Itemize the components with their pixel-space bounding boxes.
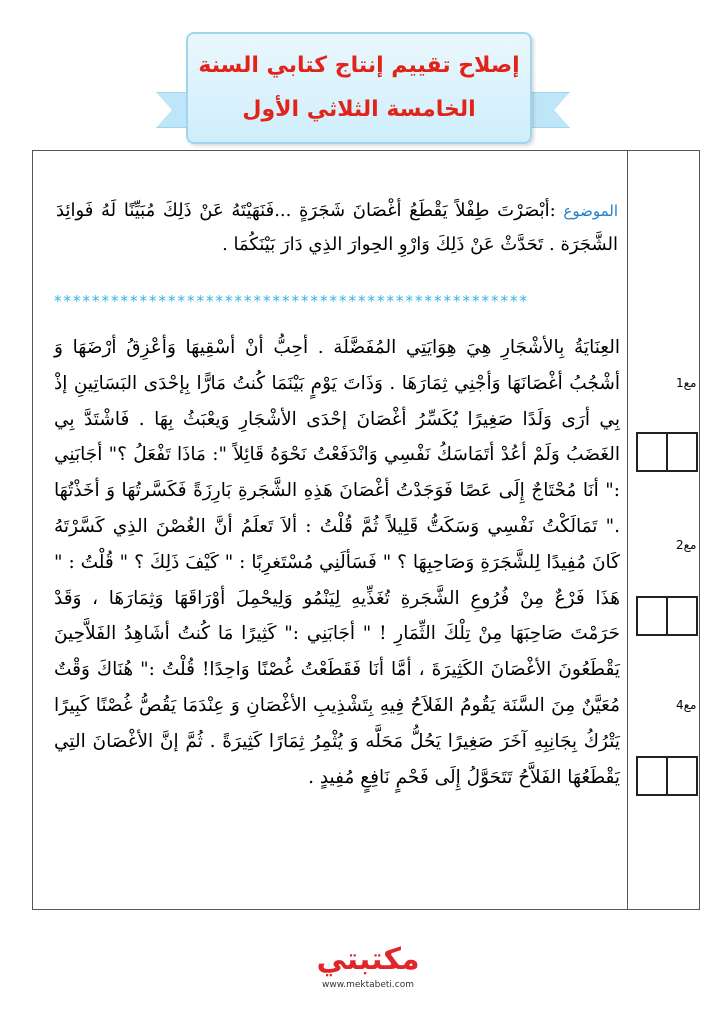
- subject-label: الموضوع: [563, 202, 618, 220]
- score-cell: [666, 434, 696, 470]
- score-cell: [666, 598, 696, 634]
- essay-text: العِنَايَةُ بِالأشْجَارِ هِيَ هِوَايَتِي المُفَضَّلَة . أحِبُّ أنْ أسْقِيهَا وَأعْزِقُ أرْضَهَا وَ أشْجُبُ أغْصَانَهَا وَأجْنِي ثِمَارَهَا . وَذَاتَ يَوْمٍ بَيْنَمَا كُنتُ مَارًّا بِإحْدَى البَسَاتِينِ إذْ بِي أرَى وَلَدًا صَغِيرًا يُكَسِّرُ أغْصَانَ إحْدَى الأشْجَارِ وَيعْبَثُ بِهَا . فَاشْتَدَّ بِي الغَضَبُ وَلَمْ أعُدْ أتَمَاسَكُ نَفْسِي وَانْدَفَعْتُ نَحْوَهُ قَائِلاً ": مَاذَا تَفْعَلُ ؟" أجَابَنِي :" أنَا مُحْتَاجٌ إِلَى عَصًا فَوَجَدْتُ أغْصَانَ هَذِهِ الشَّجَرةِ بَارِزَةً فَكَسَّرتُهَا وَ أخَذْتُهَا ." تَمَالَكْتُ نَفْسِي وَسَكَتُّ قَلِيلاً ثُمَّ قُلْتُ : ألاَ تَعلَمُ أنَّ الغُصْنَ الذِي كَسَّرْتَهُ كَانَ مُفِيدًا لِلشَّجَرَةِ وَصَاحِبِهَا ؟ " فَسَألَنِي مُسْتَغرِبًا : " كَيْفَ ذَلِكَ ؟ " قُلْتُ : " هَذَا فَرْعٌ مِنْ فُرُوعِ الشَّجَرةِ تُغَذِّيهِ لِيَنْمُو وَلِيحْمِلَ أوْرَاقَهَا وَثِمَارَهَا ، وَقَدْ حَرَمْتَ صَاحِبَهَا مِنْ تِلْكَ الثِّمَارِ ! " أجَابَنِي :" كَثِيرًا مَا كُنتُ أشَاهِدُ الفَلاَّحِينَ يَقْطَعُونَ الأغْصَانَ الكَثِيرَةَ ، أمَّا أنَا فَقَطَعْتُ غُصْنًا وَاحِدًا! قُلْتُ :" هُنَاكَ وَقْتٌ مُعَيَّنٌ مِنَ السَّنَة يَقُومُ الفَلاَحُ فِيهِ بِتَشْذِيبِ الأغْصَانِ وَ عِنْدَمَا يَقُصُّ غُصْنًا كَبِيرًا يَتْرُكُ بِجَانِبِهِ آخَرَ صَغِيرًا يَحُلُّ مَحَلَّه وَ يُثْمِرُ ثِمَارًا كَثِيرَةً . ثُمَّ إنَّ الأغْصَانَ التِي يَقْطَعُهَا الفَلاَّحُ تَتَحَوَّلُ إِلَى فَحْمٍ نَافِعٍ مُفِيدٍ .: [54, 337, 620, 788]
- logo-text: مكتبتي: [316, 942, 420, 977]
- grading-margin-line: [627, 150, 628, 910]
- logo-url: www.mektabeti.com: [321, 980, 415, 990]
- score-box-2: [636, 596, 698, 636]
- subject-block: [56, 194, 618, 262]
- subject-text: :أبْصَرْتَ طِفْلاً يَقْطَعُ أغْصَانَ شَجَرَةٍ ...فَنَهَيْتَهُ عَنْ ذَلِكَ مُبَيِّنًا لَهُ فَوائِدَ الشَّجَرَة . تَحَدَّثْ عَنْ ذَلِكَ وَارْوِ الحِوارَ الذِي دَارَ بَيْنَكُمَا .: [56, 200, 618, 255]
- criterion-label-3: مع4: [676, 698, 697, 712]
- score-box-1: [636, 432, 698, 472]
- score-cell: [666, 758, 696, 794]
- title-line-1: إصلاح تقييم إنتاج كتابي السنة: [198, 53, 520, 78]
- title-line-2: الخامسة الثلاثي الأول: [242, 97, 476, 122]
- star-separator: **************************************************: [54, 292, 529, 306]
- score-cell: [638, 758, 666, 794]
- title-banner: [186, 32, 532, 144]
- site-logo: [288, 940, 448, 996]
- criterion-label-1: مع1: [676, 376, 697, 390]
- score-cell: [638, 598, 666, 634]
- score-box-3: [636, 756, 698, 796]
- criterion-label-2: مع2: [676, 538, 697, 552]
- score-cell: [638, 434, 666, 470]
